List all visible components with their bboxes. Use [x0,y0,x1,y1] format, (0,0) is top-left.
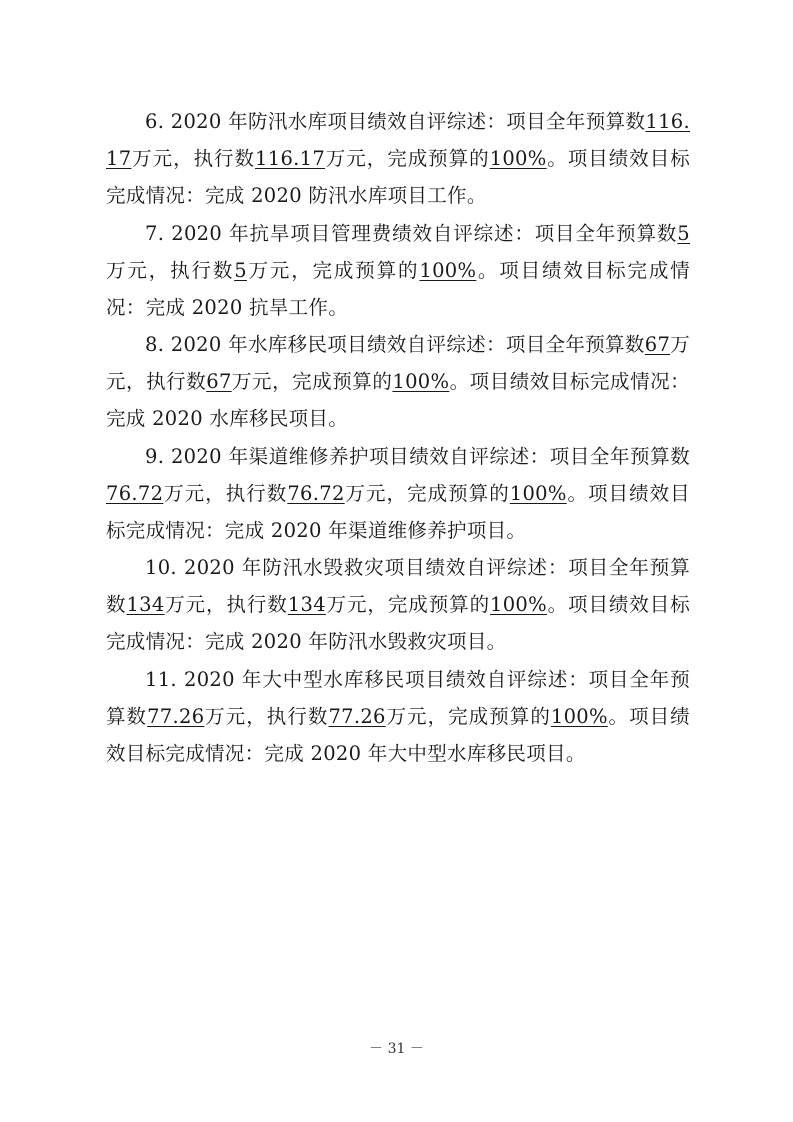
budget-amount: 116.17 [106,110,690,170]
budget-amount: 5 [677,221,690,245]
paragraph-item-9 [106,438,690,549]
text-segment: 。项目绩效目标完成情况：完成 2020 年防汛水毁救灾项目。 [106,593,690,653]
executed-amount: 77.26 [328,704,386,728]
text-segment: 万元，完成预算的 [344,481,510,505]
text-segment: 万元，执行数 [131,147,256,170]
item-title: 10. 2020 年防汛水毁救灾项目绩效自评综述：项目全年预算数 [106,556,690,616]
executed-amount: 67 [206,370,232,393]
text-segment: 。项目绩效目标完成情况：完成 2020 年大中型水库移民项目。 [106,704,690,765]
budget-amount: 134 [126,593,165,616]
text-segment: 。项目绩效目标完成情况：完成 2020 抗旱工作。 [106,258,690,319]
budget-amount: 77.26 [147,704,205,728]
item-title: 9. 2020 年渠道维修养护项目绩效自评综述：项目全年预算数 [145,444,690,468]
text-segment: 万元，完成预算的 [246,258,420,282]
text-segment: 万元，执行数 [164,593,288,616]
completion-rate: 100% [392,370,450,393]
document-body [106,103,690,772]
budget-amount: 76.72 [106,481,164,505]
paragraph-item-6 [106,103,690,214]
text-segment: 万元，执行数 [163,481,288,505]
completion-rate: 100% [419,258,477,282]
item-title: 11. 2020 年大中型水库移民项目绩效自评综述：项目全年预算数 [106,667,690,728]
executed-amount: 5 [234,258,247,282]
text-segment: 万元，完成预算的 [325,147,490,170]
completion-rate: 100% [490,593,547,616]
text-segment: 。项目绩效目标完成情况：完成 2020 防汛水库项目工作。 [106,147,690,207]
completion-rate: 100% [550,704,608,728]
executed-amount: 134 [287,593,326,616]
text-segment: 万元，完成预算的 [385,704,551,728]
text-segment: 万元，执行数 [106,333,690,393]
paragraph-item-8 [106,326,690,437]
item-title: 6. 2020 年防汛水库项目绩效自评综述：项目全年预算数 [145,110,646,133]
item-title: 7. 2020 年抗旱项目管理费绩效自评综述：项目全年预算数 [145,221,678,245]
text-segment: 。项目绩效目标完成情况：完成 2020 年渠道维修养护项目。 [106,481,690,542]
paragraph-item-10 [106,549,690,660]
completion-rate: 100% [509,481,567,505]
text-segment: 万元，完成预算的 [231,370,393,393]
executed-amount: 116.17 [255,147,326,170]
completion-rate: 100% [489,147,547,170]
paragraph-item-11 [106,661,690,772]
text-segment: 。项目绩效目标完成情况：完成 2020 水库移民项目。 [106,370,690,430]
text-segment: 万元，执行数 [204,704,329,728]
page-number: － 31 － [369,1041,424,1057]
budget-amount: 67 [644,333,671,356]
text-segment: 万元，完成预算的 [325,593,491,616]
text-segment: 万元，执行数 [106,258,235,282]
executed-amount: 76.72 [287,481,345,505]
paragraph-item-7 [106,215,690,326]
item-title: 8. 2020 年水库移民项目绩效自评综述：项目全年预算数 [145,333,645,356]
